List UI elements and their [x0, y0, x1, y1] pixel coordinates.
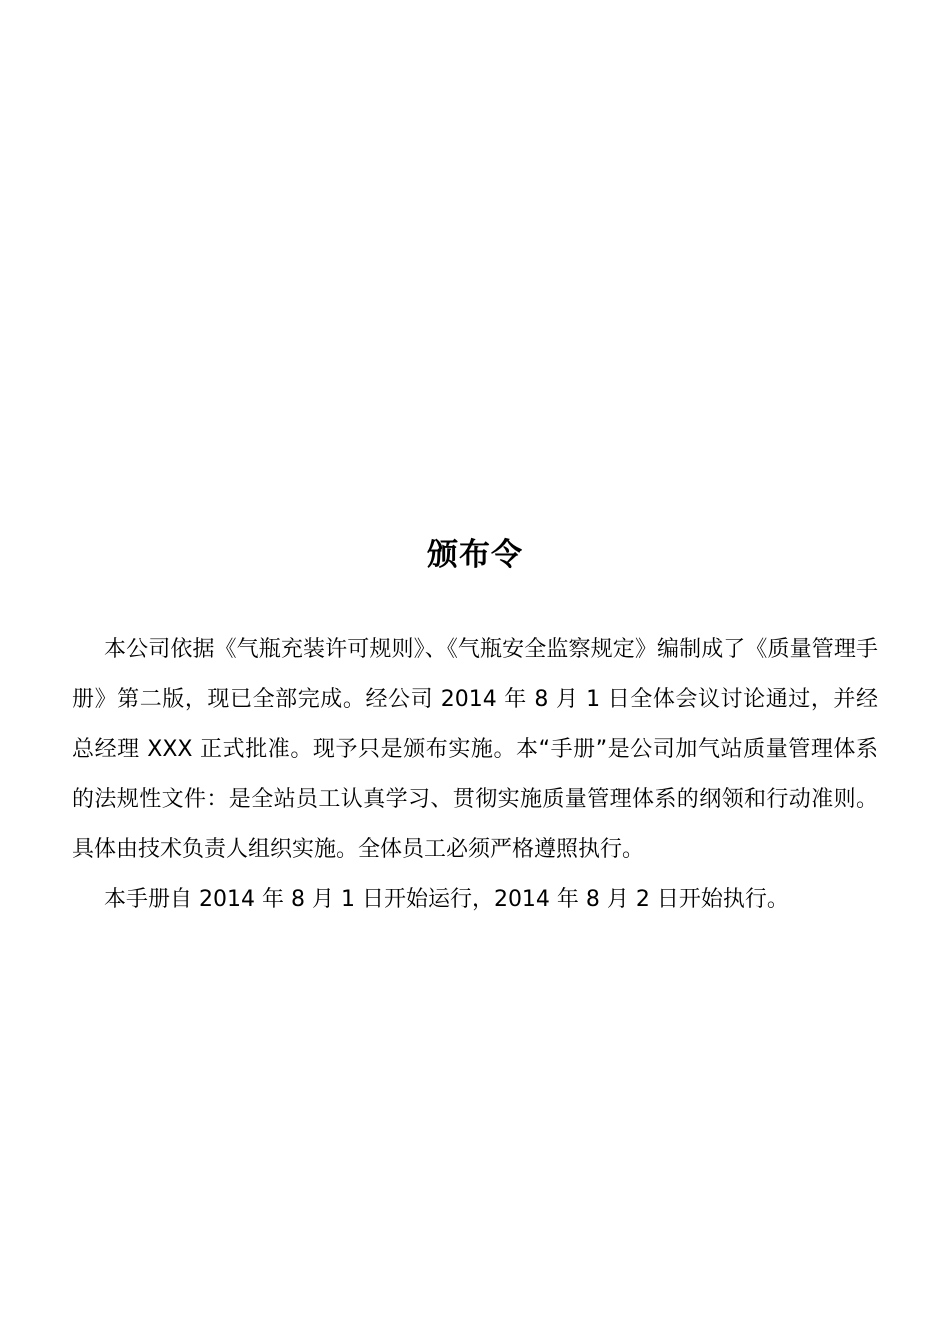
- page-title: 颁布令: [427, 537, 523, 573]
- body-paragraph-promulgation: 本公司依据《气瓶充装许可规则》、《气瓶安全监察规定》编制成了《质量管理手册》第二版，现已全部完成。经公司 2014 年 8 月 1 日全体会议讨论通过，并经总经理 XXX 正式批准。现予只是颁布实施。本“手册”是公司加气站质量管理体系的法规性文件：是全站员工认真学习、贯彻实施质量管理体系的纲领和行动准则。具体由技术负责人组织实施。全体员工必须严格遵照执行。: [72, 637, 878, 862]
- body-paragraph-effective-date: 本手册自 2014 年 8 月 1 日开始运行，2014 年 8 月 2 日开始执行。: [104, 887, 789, 912]
- document-body: [72, 625, 878, 925]
